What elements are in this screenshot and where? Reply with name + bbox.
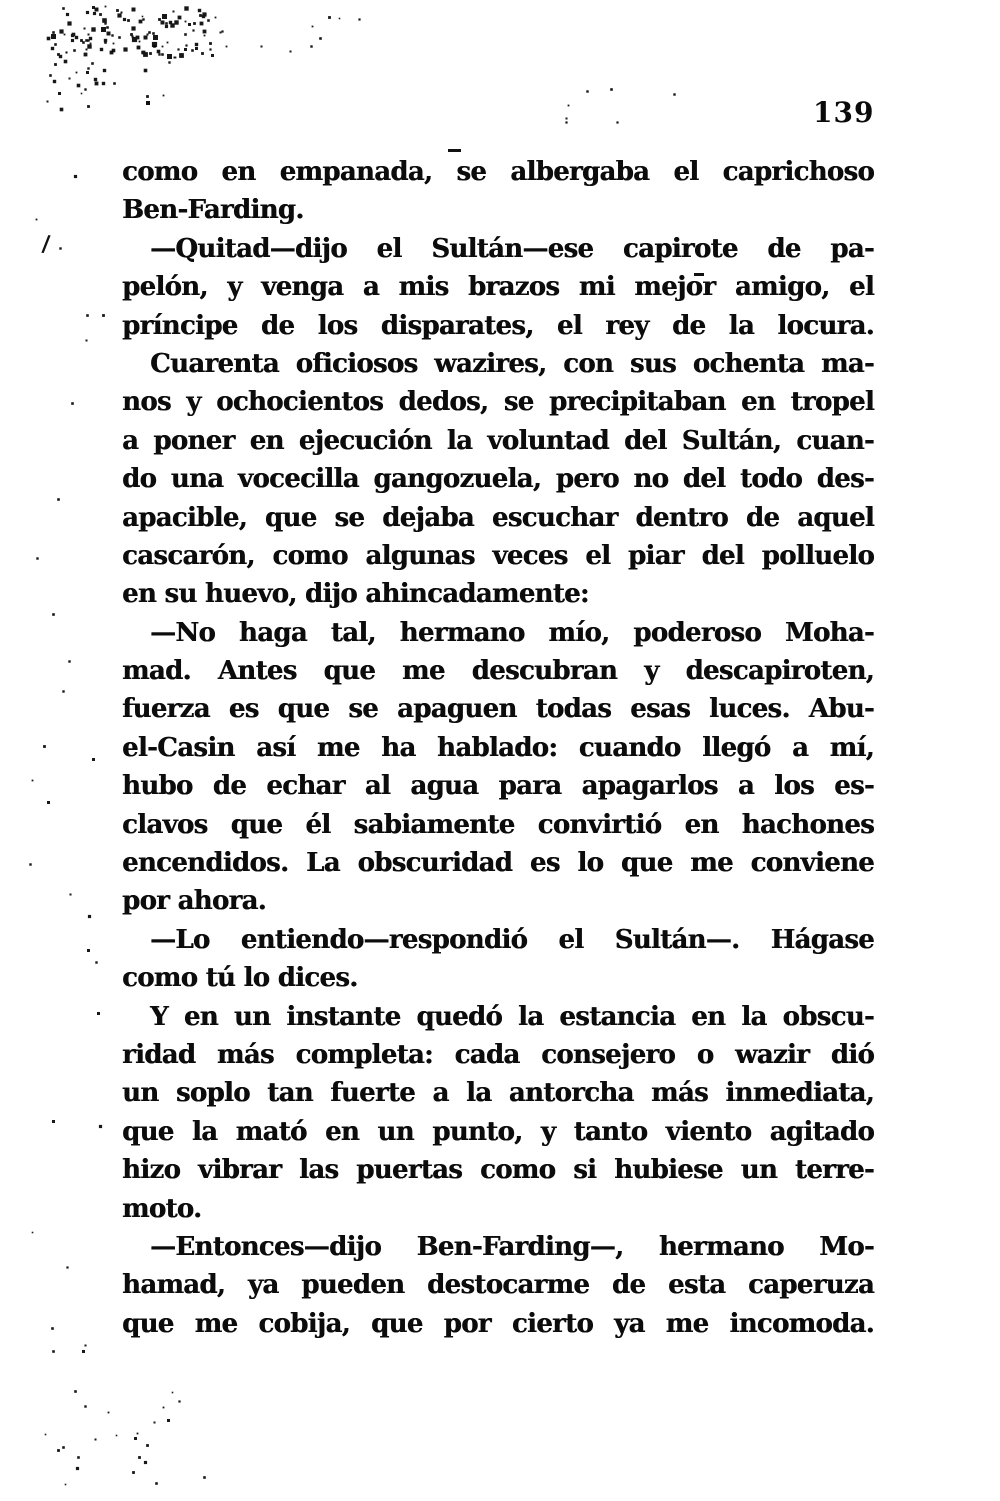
text-line: clavos que él sabiamente convirtió en hachones xyxy=(122,809,874,840)
page-number: 139 xyxy=(813,96,875,129)
text-line: moto. xyxy=(122,1193,202,1224)
text-line: que me cobija, que por cierto ya me incomoda. xyxy=(122,1308,874,1339)
text-line: —Entonces—dijo Ben-Farding—, hermano Mo- xyxy=(150,1231,874,1262)
text-line: encendidos. La obscuridad es lo que me conviene xyxy=(122,848,874,879)
text-line: —No haga tal, hermano mío, poderoso Moha- xyxy=(150,617,874,648)
text-line: Cuarenta oficiosos wazires, con sus ochenta ma- xyxy=(150,348,874,379)
scan-noise xyxy=(0,0,1,1)
text-line: hamad, ya pueden destocarme de esta caperuza xyxy=(122,1270,874,1301)
text-line: un soplo tan fuerte a la antorcha más inmediata, xyxy=(122,1078,874,1109)
scan-noise xyxy=(0,0,1,1)
text-line: Ben-Farding. xyxy=(122,195,304,226)
scan-artifact-dot xyxy=(146,101,150,105)
text-line: pelón, y venga a mis brazos mi mejor amigo, el xyxy=(122,272,874,303)
scan-noise xyxy=(0,0,1,1)
text-line: —Quitad—dijo el Sultán—ese capirote de pa- xyxy=(150,233,874,264)
text-line: como en empanada, se albergaba el caprichoso xyxy=(122,157,874,187)
text-line: hizo vibrar las puertas como si hubiese un terre- xyxy=(122,1155,874,1186)
text-block xyxy=(122,153,874,1343)
text-line: cascarón, como algunas veces el piar del polluelo xyxy=(122,540,874,571)
scan-noise xyxy=(0,0,1,1)
text-line: por ahora. xyxy=(122,886,266,917)
text-line: ridad más completa: cada consejero o wazir dió xyxy=(122,1039,874,1070)
text-line: mad. Antes que me descubran y descapiroten, xyxy=(122,656,874,687)
text-line: do una vocecilla gangozuela, pero no del todo des- xyxy=(122,464,874,495)
text-line: el-Casin así me ha hablado: cuando llegó a mí, xyxy=(122,732,874,763)
text-line: a poner en ejecución la voluntad del Sultán, cuan- xyxy=(122,425,874,456)
text-line: —Lo entiendo—respondió el Sultán—. Hágase xyxy=(150,924,874,955)
scan-artifact-dash xyxy=(448,149,461,152)
text-line: príncipe de los disparates, el rey de la locura. xyxy=(122,310,874,341)
scan-noise xyxy=(0,0,1,1)
text-line: que la mató en un punto, y tanto viento agitado xyxy=(122,1116,874,1147)
text-line: apacible, que se dejaba escuchar dentro de aquel xyxy=(122,502,874,533)
text-line: en su huevo, dijo ahincadamente: xyxy=(122,579,589,610)
margin-mark: / xyxy=(41,230,51,258)
text-line: Y en un instante quedó la estancia en la obscu- xyxy=(150,1001,874,1032)
text-line: hubo de echar al agua para apagarlos a los es- xyxy=(122,771,874,802)
text-line: nos y ochocientos dedos, se precipitaban en tropel xyxy=(122,387,874,418)
text-line: como tú lo dices. xyxy=(122,963,358,994)
scan-noise xyxy=(0,0,1,1)
text-line: fuerza es que se apaguen todas esas luces. Abu- xyxy=(122,694,874,725)
